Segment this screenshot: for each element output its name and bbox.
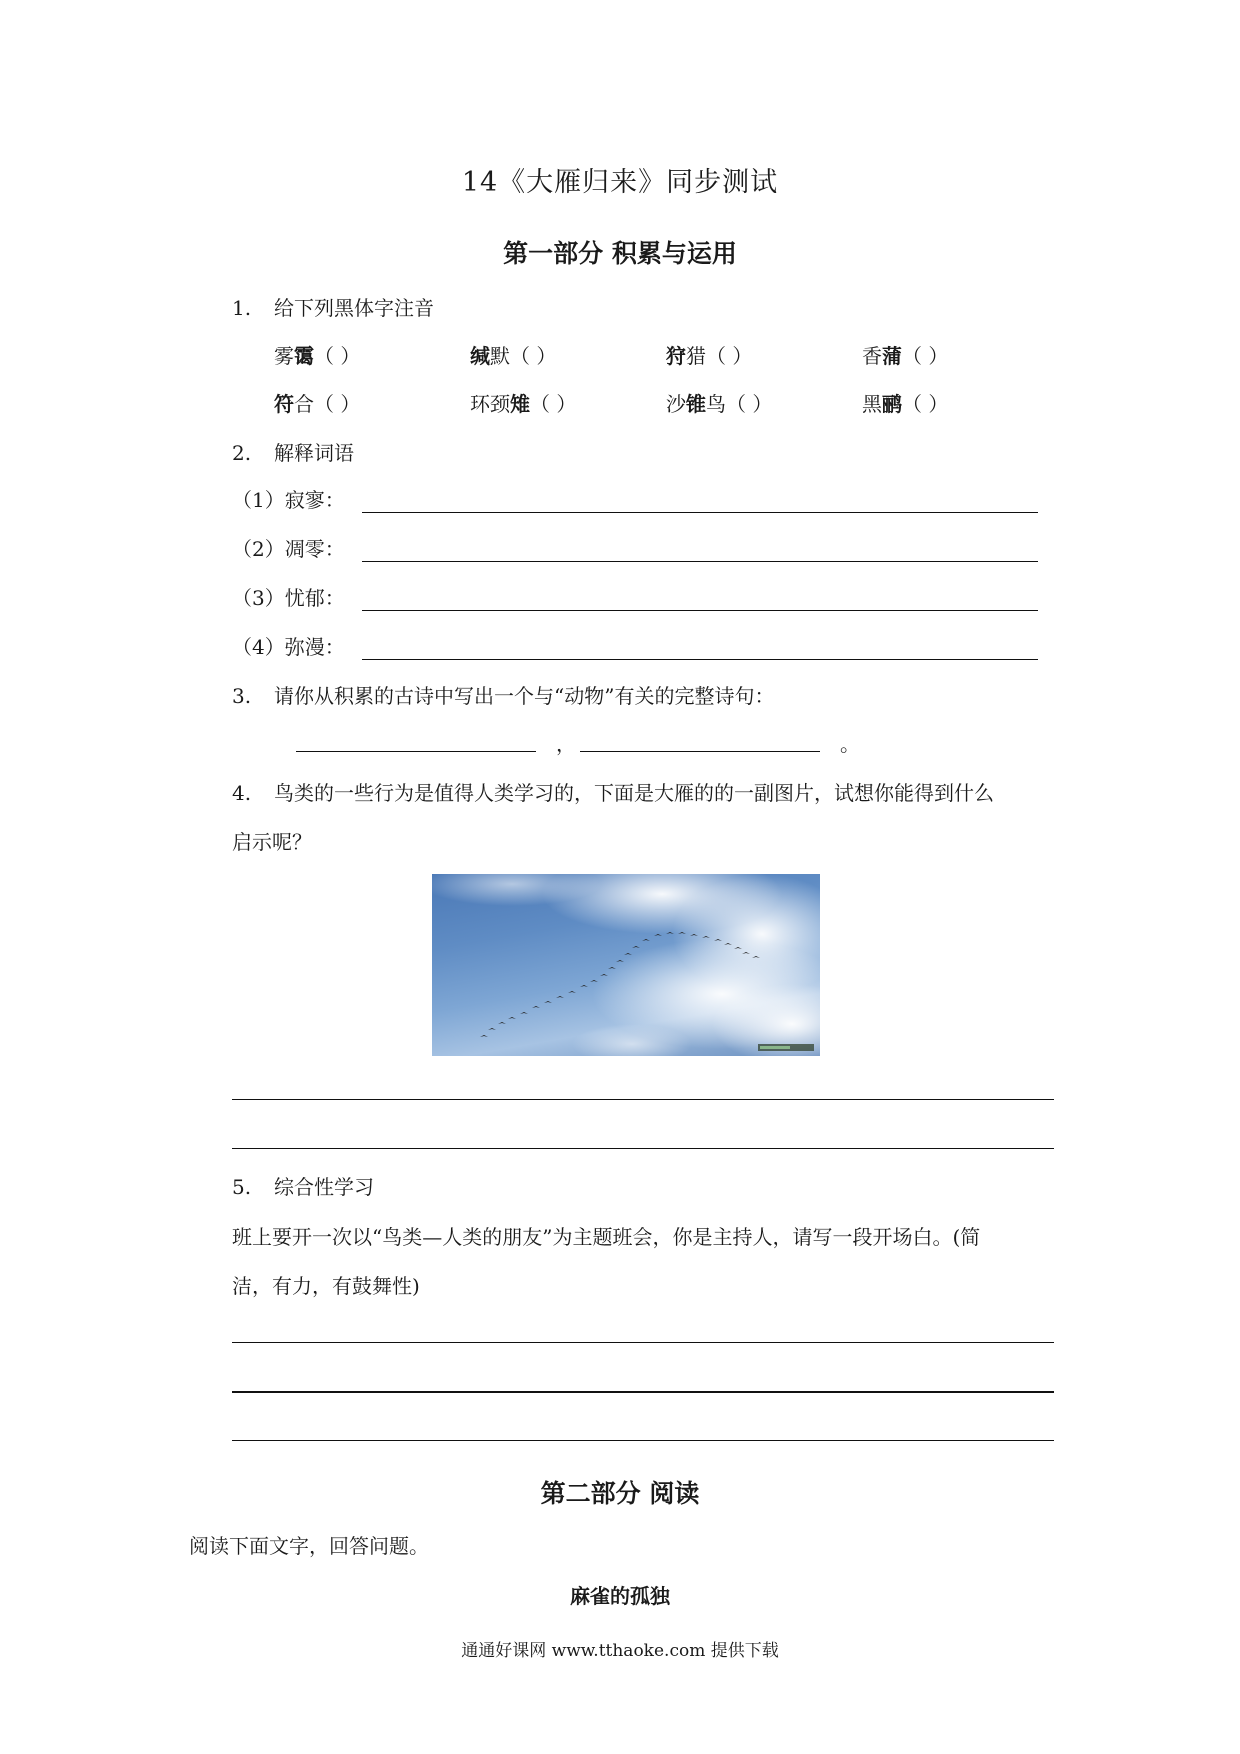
definition-row (232, 533, 1038, 562)
geese-photo-art (432, 874, 820, 1056)
q1-item: 狩猎（ ） (666, 344, 753, 368)
q1-item: 符合（ ） (274, 392, 361, 416)
answer-line[interactable] (232, 1342, 1054, 1343)
poem-line-2[interactable] (580, 725, 820, 751)
page-title: 14《大雁归来》同步测试 (461, 167, 779, 198)
article-title: 麻雀的孤独 (570, 1584, 670, 1608)
answer-line[interactable] (362, 537, 1038, 562)
q3-prompt (232, 680, 774, 709)
q2-number: 2. (232, 441, 252, 465)
q2-prompt (232, 437, 354, 466)
definition-row (232, 582, 1038, 611)
q1-item: 黑鹂（ ） (862, 392, 949, 416)
footer-text: 通通好课网 www.tthaoke.com 提供下载 (461, 1641, 779, 1661)
geese-photo (432, 874, 820, 1056)
part2-heading: 第二部分 阅读 (540, 1479, 700, 1508)
answer-line[interactable] (232, 1148, 1054, 1149)
q1-row1 (274, 340, 1058, 369)
q5-text: 综合性学习 (274, 1175, 374, 1199)
answer-line[interactable] (362, 635, 1038, 660)
q1-item: 环颈雉（ ） (470, 392, 577, 416)
definition-row (232, 631, 1038, 660)
q1-number: 1. (232, 296, 252, 320)
definition-label: （4）弥漫： (232, 635, 345, 659)
comma: ， (556, 732, 576, 756)
answer-line[interactable] (232, 1391, 1054, 1393)
q1-row2 (274, 388, 1058, 417)
part1-heading: 第一部分 积累与运用 (503, 239, 737, 268)
definition-label: （2）凋零： (232, 537, 345, 561)
q1-item: 香蒲（ ） (862, 344, 949, 368)
definition-label: （3）忧郁： (232, 586, 345, 610)
q4-number: 4. (232, 781, 252, 805)
answer-line[interactable] (362, 488, 1038, 513)
poem-line-1[interactable] (296, 725, 536, 751)
answer-line[interactable] (232, 1440, 1054, 1441)
answer-line[interactable] (232, 1099, 1054, 1100)
q1-item: 雾霭（ ） (274, 344, 361, 368)
q2-text: 解释词语 (274, 441, 354, 465)
q5-prompt (232, 1171, 374, 1200)
q4-text: 鸟类的一些行为是值得人类学习的，下面是大雁的的一副图片，试想你能得到什么 (274, 781, 994, 805)
q4-prompt (232, 777, 1062, 806)
definition-label: （1）寂寥： (232, 488, 345, 512)
q5-number: 5. (232, 1175, 252, 1199)
q1-item: 沙锥鸟（ ） (666, 392, 773, 416)
q1-text: 给下列黑体字注音 (274, 296, 434, 320)
q5-body-cont: 洁，有力，有鼓舞性) (232, 1274, 420, 1298)
definition-row (232, 484, 1038, 513)
q1-prompt (232, 292, 434, 321)
q3-text: 请你从积累的古诗中写出一个与“动物”有关的完整诗句： (274, 684, 775, 708)
q1-item: 缄默（ ） (470, 344, 557, 368)
q5-body: 班上要开一次以“鸟类—人类的朋友”为主题班会，你是主持人，请写一段开场白。(简 (232, 1225, 981, 1249)
q3-number: 3. (232, 684, 252, 708)
reading-instruction: 阅读下面文字，回答问题。 (189, 1534, 429, 1558)
period: 。 (840, 732, 860, 756)
answer-line[interactable] (362, 586, 1038, 611)
q4-prompt-cont: 启示呢？ (232, 830, 312, 854)
